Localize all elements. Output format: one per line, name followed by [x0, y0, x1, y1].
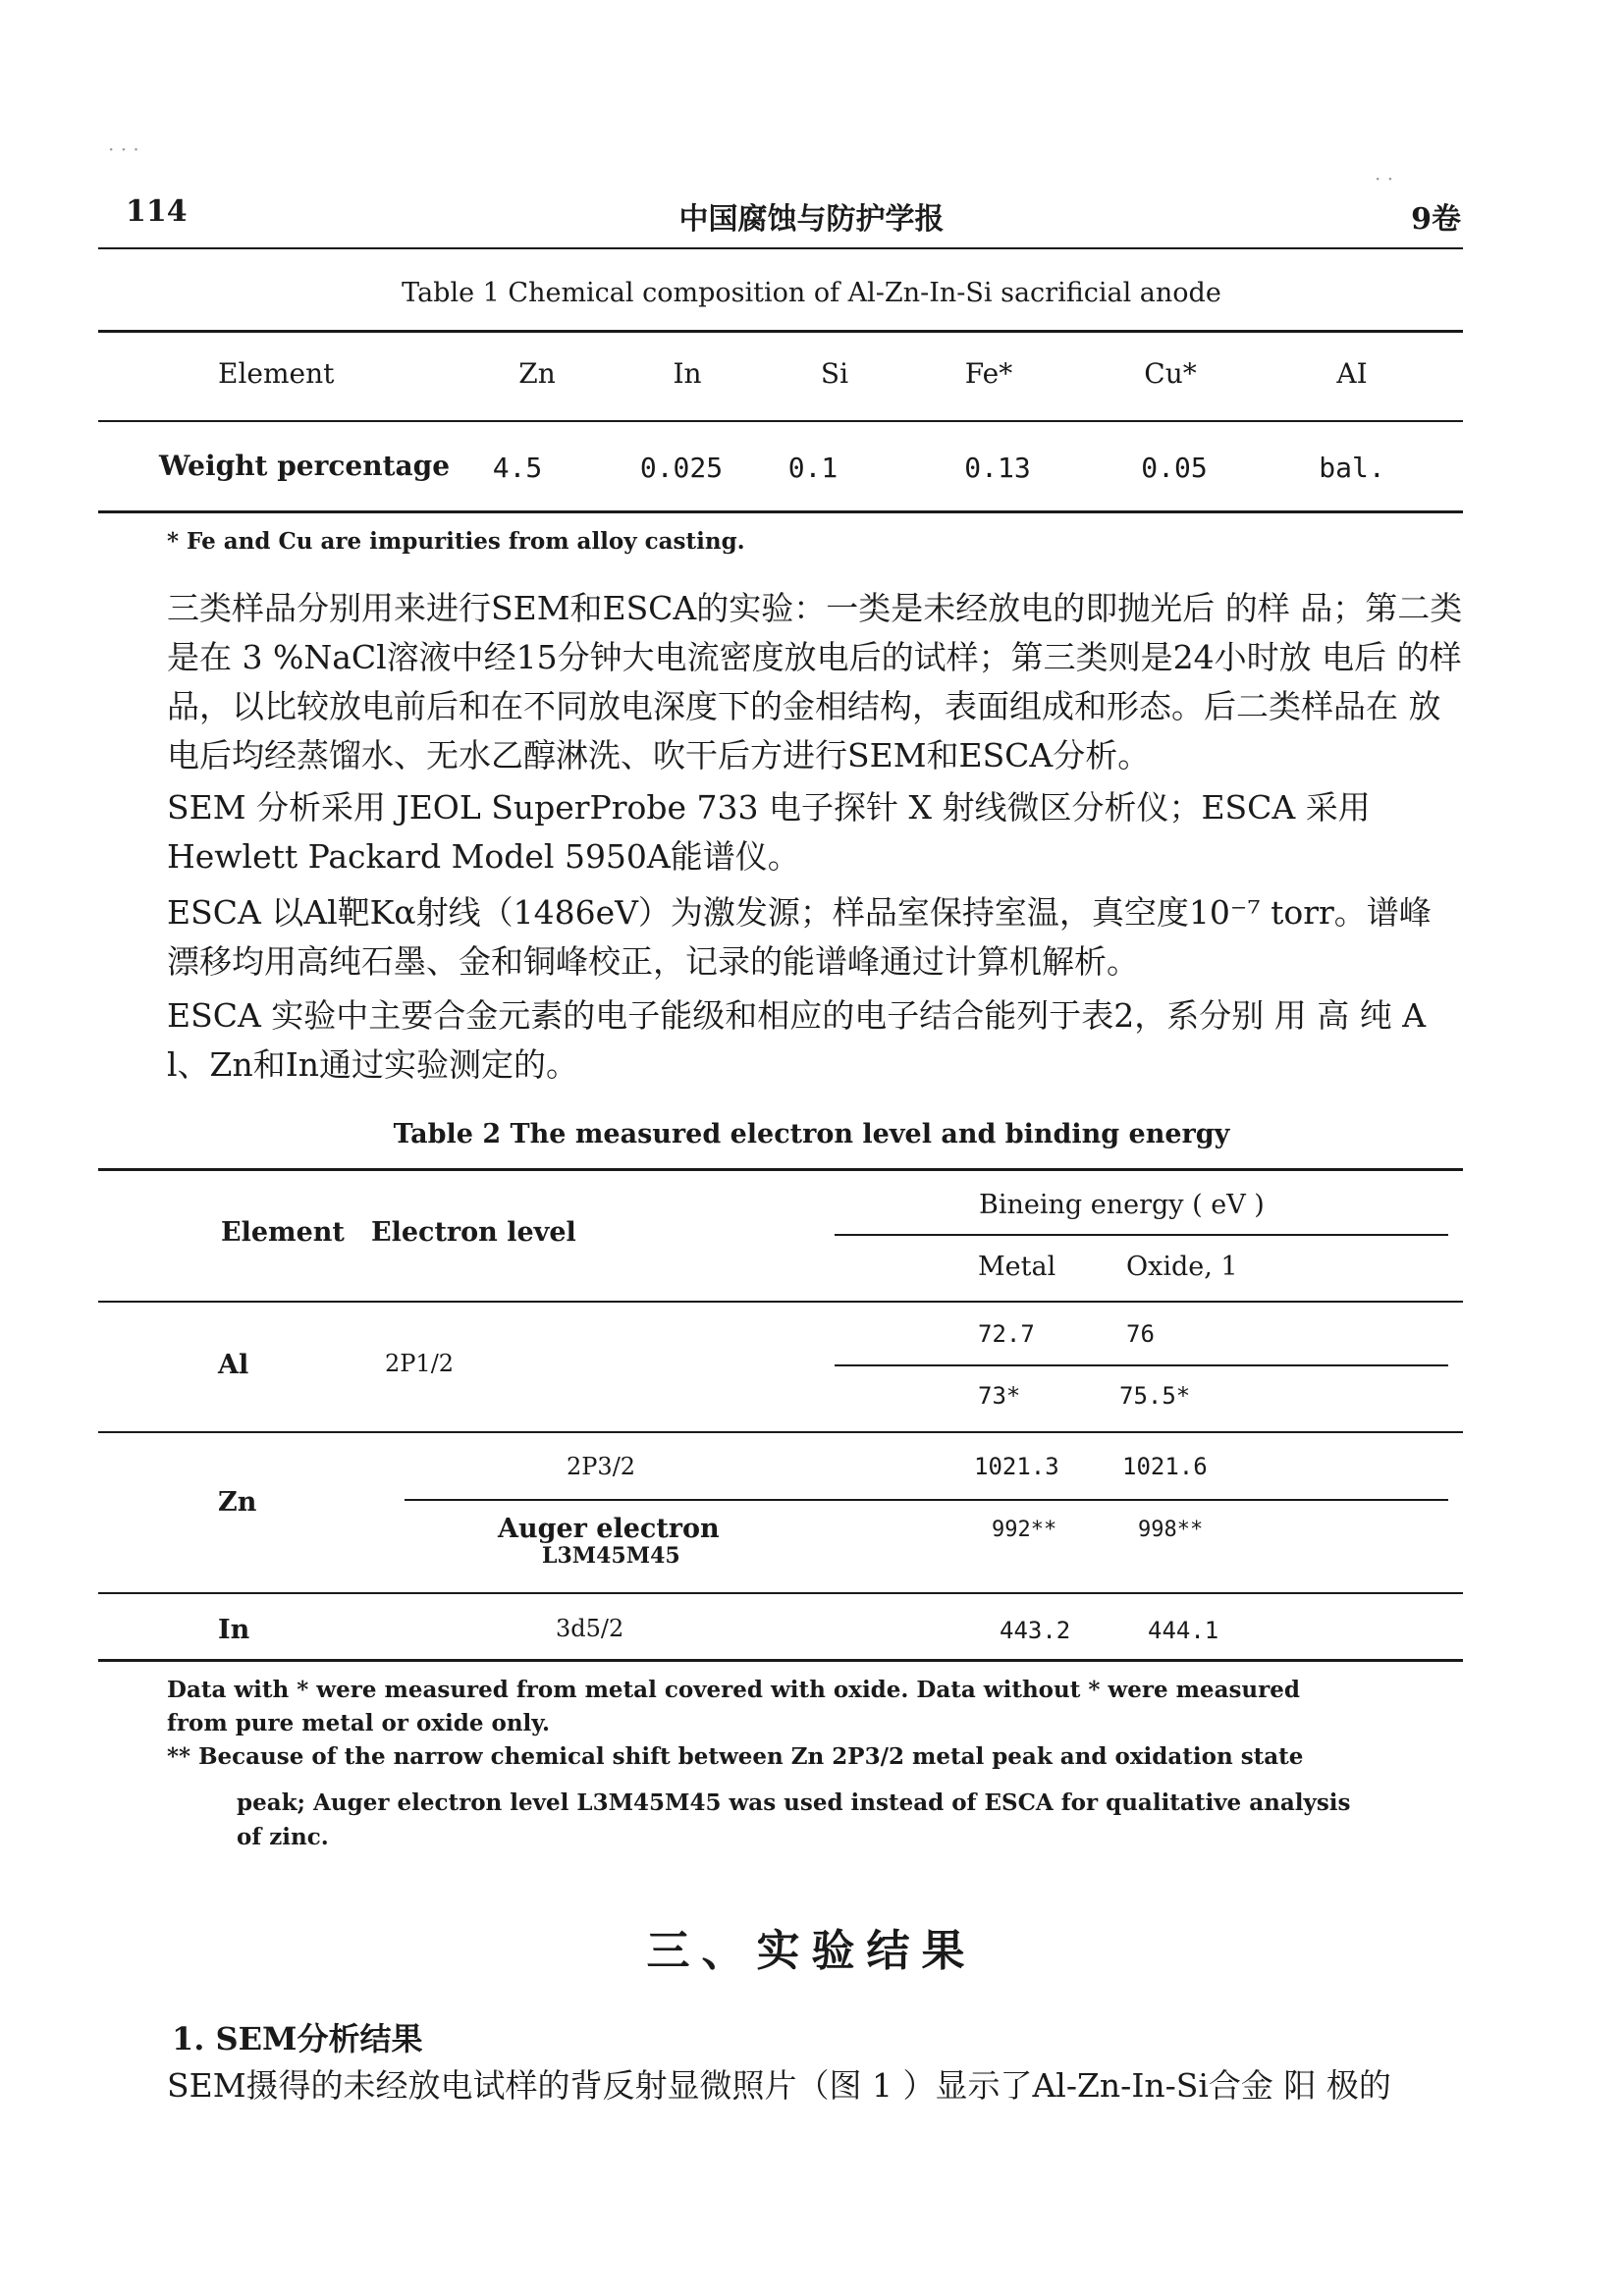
table2-zn-element: Zn	[218, 1487, 257, 1518]
scan-noise: · ·	[1375, 167, 1394, 190]
table2-header-element: Element	[221, 1217, 345, 1248]
table2-al-oxide-1: 76	[1126, 1320, 1155, 1348]
journal-title: 中国腐蚀与防护学报	[678, 202, 945, 237]
table2-in-oxide: 444.1	[1148, 1617, 1219, 1644]
table2-al-element: Al	[218, 1350, 249, 1380]
header-rule	[98, 247, 1463, 249]
table2-binding-rule	[835, 1234, 1448, 1236]
table1-cell-al: bal.	[1319, 452, 1385, 484]
table1-header-in: In	[673, 357, 702, 390]
paragraph-1: 三类样品分别用来进行SEM和ESCA的实验：一类是未经放电的即抛光后 的样 品；第二类是在 3 %NaCl溶液中经15分钟大电流密度放电后的试样；第三类则是24小时放 电后 的样品，以比较放电前后和在不同放电深度下的金相结构，表面组成和形态。后二类样品在 放电后均经蒸馏水、无水乙醇淋洗、吹干后方进行SEM和ESCA分析。	[167, 589, 1463, 774]
table2-in-level: 3d5/2	[556, 1615, 624, 1642]
table1-cell-fe: 0.13	[964, 452, 1031, 484]
table2-zn-bottom-rule	[98, 1592, 1463, 1594]
final-line: SEM摄得的未经放电试样的背反射显微照片（图 1 ）显示了Al-Zn-In-Si合金 阳 极的	[167, 2066, 1391, 2105]
table2-footnote-1b: from pure metal or oxide only.	[167, 1710, 551, 1736]
table1-header-element: Element	[218, 357, 335, 390]
table1-cell-cu: 0.05	[1141, 452, 1208, 484]
page-number: 114	[126, 194, 188, 229]
table1-cell-zn: 4.5	[492, 452, 543, 484]
table2-zn-level-2a: Auger electron	[498, 1514, 720, 1544]
table2-zn-oxide-2: 998**	[1138, 1518, 1204, 1542]
table2-footnote-2a: ** Because of the narrow chemical shift between Zn 2P3/2 metal peak and oxidation state	[167, 1743, 1304, 1770]
table2-al-metal-1: 72.7	[978, 1320, 1035, 1348]
paragraph-2: SEM 分析采用 JEOL SuperProbe 733 电子探针 X 射线微区分析仪；ESCA 采用 Hewlett Packard Model 5950A能谱仪。	[167, 788, 1371, 876]
table1-header-zn: Zn	[518, 357, 556, 390]
table1-header-al: AI	[1336, 357, 1368, 390]
subsection-title: 1. SEM分析结果	[172, 2020, 423, 2057]
table2-footnote-2c: of zinc.	[237, 1824, 329, 1850]
table1-header-cu: Cu*	[1144, 357, 1197, 390]
table2-al-rule	[835, 1364, 1448, 1366]
table1-top-rule	[98, 330, 1463, 333]
table2-top-rule	[98, 1168, 1463, 1171]
table1-row-label: Weight percentage	[159, 450, 451, 482]
table2-al-oxide-2: 75.5*	[1119, 1382, 1191, 1410]
table1-caption: Table 1 Chemical composition of Al-Zn-In-Si sacrificial anode	[402, 278, 1221, 308]
table1-bottom-rule	[98, 510, 1463, 513]
table2-zn-metal-2: 992**	[992, 1518, 1057, 1542]
table1-cell-si: 0.1	[787, 452, 839, 484]
table2-header-oxide: Oxide, 1	[1126, 1252, 1238, 1282]
table2-in-element: In	[218, 1615, 250, 1645]
table2-bottom-rule	[98, 1659, 1463, 1662]
table1-note: * Fe and Cu are impurities from alloy casting.	[167, 528, 745, 555]
volume-label: 9卷	[1411, 202, 1461, 237]
table1-mid-rule	[98, 420, 1463, 422]
table2-header-level: Electron level	[371, 1217, 576, 1248]
table1-header-si: Si	[820, 357, 849, 390]
paragraph-4: ESCA 实验中主要合金元素的电子能级和相应的电子结合能列于表2，系分别 用 高 纯 A l、Zn和In通过实验测定的。	[167, 996, 1427, 1084]
table2-footnote-2b: peak; Auger electron level L3M45M45 was used instead of ESCA for qualitative analysis	[237, 1789, 1351, 1816]
section-title: 三、实验结果	[646, 1926, 977, 1976]
table2-zn-level-1: 2P3/2	[567, 1453, 636, 1480]
table2-al-metal-2: 73*	[978, 1382, 1021, 1410]
table2-zn-level-2b: L3M45M45	[542, 1543, 680, 1569]
table2-zn-metal-1: 1021.3	[974, 1453, 1059, 1480]
table1-header-fe: Fe*	[964, 357, 1013, 390]
table2-zn-rule	[405, 1499, 1448, 1501]
paragraph-3: ESCA 以Al靶Kα射线（1486eV）为激发源；样品室保持室温，真空度10⁻⁷ torr。谱峰漂移均用高纯石墨、金和铜峰校正，记录的能谱峰通过计算机解析。	[167, 893, 1432, 981]
table2-zn-oxide-1: 1021.6	[1122, 1453, 1208, 1480]
table1-cell-in: 0.025	[639, 452, 724, 484]
table2-header-binding: Bineing energy ( eV )	[979, 1190, 1265, 1220]
table2-header-metal: Metal	[978, 1252, 1056, 1282]
table2-header-rule	[98, 1301, 1463, 1303]
table2-footnote-1a: Data with * were measured from metal covered with oxide. Data without * were measured	[167, 1677, 1300, 1703]
table2-caption: Table 2 The measured electron level and binding energy	[393, 1119, 1230, 1149]
table2-al-level: 2P1/2	[385, 1350, 455, 1377]
table2-in-metal: 443.2	[1000, 1617, 1071, 1644]
scan-noise: · · ·	[108, 137, 139, 161]
table2-al-bottom-rule	[98, 1431, 1463, 1433]
